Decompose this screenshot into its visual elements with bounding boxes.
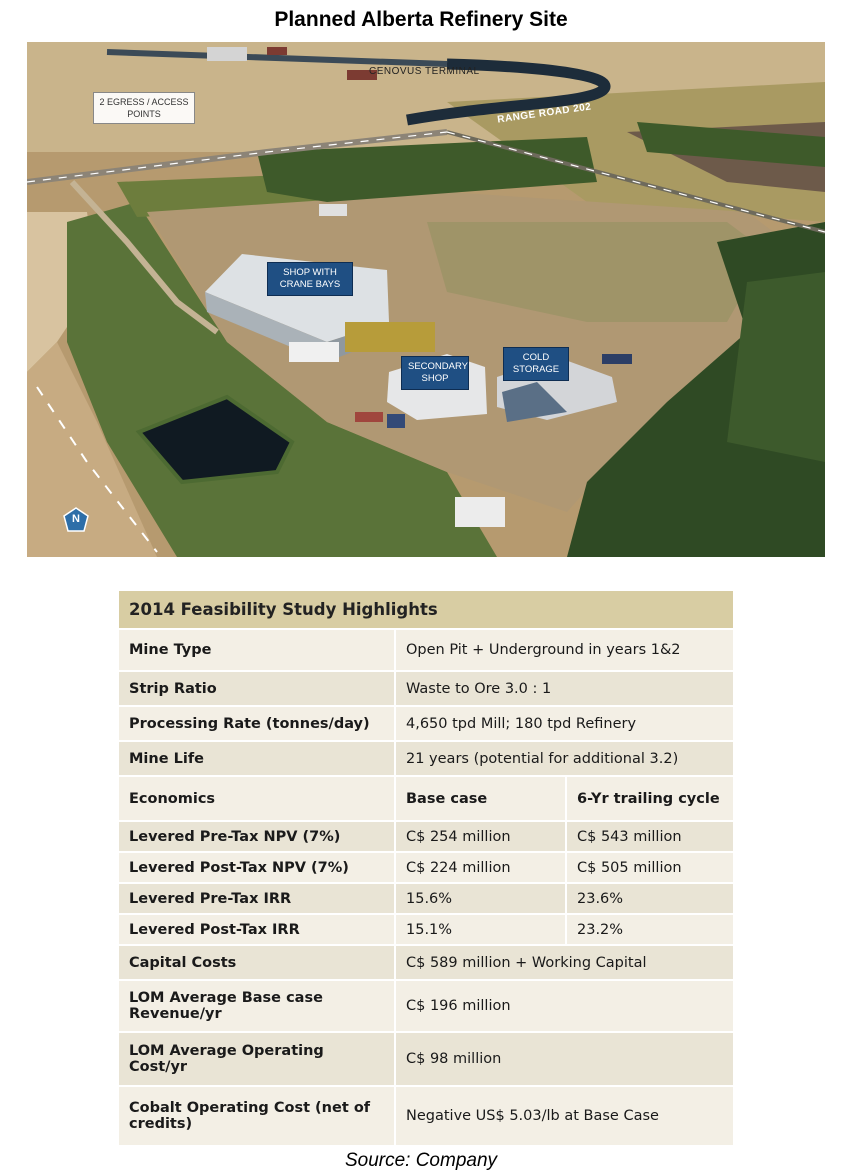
row-value: C$ 98 million (395, 1032, 734, 1086)
north-arrow-icon (63, 507, 89, 533)
table-row (118, 980, 734, 1032)
trailing-cycle-header: 6-Yr trailing cycle (566, 776, 734, 821)
row-label: Capital Costs (118, 945, 395, 980)
egress-label: 2 EGRESS / ACCESS POINTS (93, 92, 195, 124)
table-row (118, 883, 734, 914)
aerial-site-photo (27, 42, 825, 557)
secondary-shop-label: SECONDARY SHOP (401, 356, 469, 390)
base-case-value: 15.6% (395, 883, 566, 914)
row-label: Levered Post-Tax IRR (118, 914, 395, 945)
table-row (118, 852, 734, 883)
trailing-cycle-value: 23.6% (566, 883, 734, 914)
row-label: Economics (118, 776, 395, 821)
row-value: C$ 589 million + Working Capital (395, 945, 734, 980)
table-header-row (118, 590, 734, 629)
row-label: LOM Average Operating Cost/yr (118, 1032, 395, 1086)
table-row (118, 741, 734, 776)
table-row (118, 706, 734, 741)
page-title: Planned Alberta Refinery Site (274, 8, 568, 31)
trailing-cycle-value: 23.2% (566, 914, 734, 945)
table-row (118, 914, 734, 945)
table-row (118, 1086, 734, 1146)
row-value: 4,650 tpd Mill; 180 tpd Refinery (395, 706, 734, 741)
table-row (118, 629, 734, 671)
north-letter: N (72, 513, 80, 525)
base-case-header: Base case (395, 776, 566, 821)
base-case-value: C$ 224 million (395, 852, 566, 883)
cenovus-terminal-label: CENOVUS TERMINAL (369, 66, 480, 77)
row-label: Levered Post-Tax NPV (7%) (118, 852, 395, 883)
table-row (118, 821, 734, 852)
table-row (118, 671, 734, 706)
row-value: Waste to Ore 3.0 : 1 (395, 671, 734, 706)
row-label: LOM Average Base case Revenue/yr (118, 980, 395, 1032)
table-row (118, 1032, 734, 1086)
table-row (118, 776, 734, 821)
row-label: Mine Type (118, 629, 395, 671)
row-label: Strip Ratio (118, 671, 395, 706)
trailing-cycle-value: C$ 543 million (566, 821, 734, 852)
row-label: Levered Pre-Tax IRR (118, 883, 395, 914)
cold-storage-label: COLD STORAGE (503, 347, 569, 381)
row-label: Cobalt Operating Cost (net of credits) (118, 1086, 395, 1146)
source-caption: Source: Company (344, 1150, 498, 1171)
base-case-value: C$ 254 million (395, 821, 566, 852)
range-road-label: RANGE ROAD 202 (496, 101, 593, 126)
row-value: C$ 196 million (395, 980, 734, 1032)
row-value: 21 years (potential for additional 3.2) (395, 741, 734, 776)
table-row (118, 945, 734, 980)
row-value: Negative US$ 5.03/lb at Base Case (395, 1086, 734, 1146)
feasibility-table (117, 589, 735, 1147)
row-label: Processing Rate (tonnes/day) (118, 706, 395, 741)
table-header: 2014 Feasibility Study Highlights (118, 590, 734, 629)
base-case-value: 15.1% (395, 914, 566, 945)
trailing-cycle-value: C$ 505 million (566, 852, 734, 883)
row-label: Mine Life (118, 741, 395, 776)
shop-crane-bays-label: SHOP WITH CRANE BAYS (267, 262, 353, 296)
row-value: Open Pit + Underground in years 1&2 (395, 629, 734, 671)
row-label: Levered Pre-Tax NPV (7%) (118, 821, 395, 852)
